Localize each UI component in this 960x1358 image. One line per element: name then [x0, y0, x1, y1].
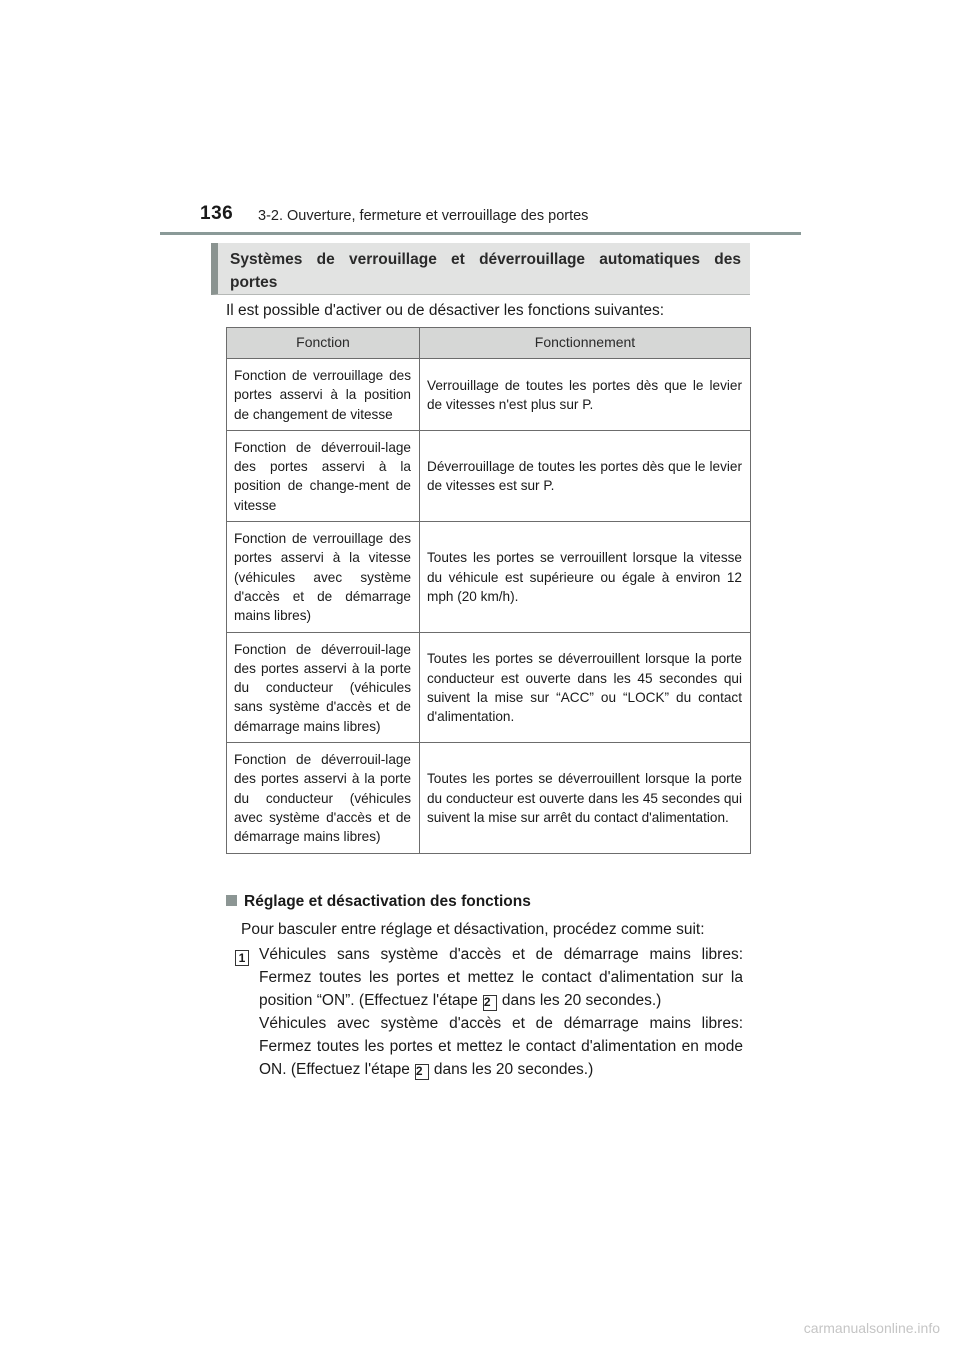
- operation-cell: Verrouillage de toutes les portes dès que le levier de vitesses n'est plus sur P.: [420, 359, 751, 431]
- chapter-heading: 3-2. Ouverture, fermeture et verrouillage des portes: [258, 208, 589, 224]
- step-ref-badge: 2: [415, 1064, 429, 1080]
- subsection-title: Réglage et désactivation des fonctions: [244, 893, 531, 910]
- column-header-operation: Fonctionnement: [420, 328, 751, 359]
- table-row: [227, 522, 751, 632]
- table-row: [227, 743, 751, 853]
- function-cell: Fonction de déverrouil-lage des portes asservi à la porte du conducteur (véhicules avec système d'accès et de démarrage mains libres): [227, 743, 420, 853]
- operation-cell: Toutes les portes se verrouillent lorsque la vitesse du véhicule est supérieure ou égale à environ 12 mph (20 km/h).: [420, 522, 751, 632]
- function-cell: Fonction de verrouillage des portes asservi à la position de changement de vitesse: [227, 359, 420, 431]
- step-text: [259, 943, 743, 1081]
- table-row: [227, 632, 751, 742]
- step-ref-badge: 2: [483, 995, 497, 1011]
- step-text-b-part2: dans les 20 secondes.): [433, 1061, 594, 1078]
- subsection-heading: [226, 893, 531, 911]
- table-row: [227, 430, 751, 521]
- functions-table: [226, 327, 751, 854]
- table-header-row: [227, 328, 751, 359]
- operation-cell: Déverrouillage de toutes les portes dès que le levier de vitesses est sur P.: [420, 430, 751, 521]
- table-row: [227, 359, 751, 431]
- column-header-function: Fonction: [227, 328, 420, 359]
- step-number-badge: 1: [235, 950, 249, 966]
- section-title-box: [211, 243, 750, 295]
- operation-cell: Toutes les portes se déverrouillent lorsque la porte conducteur est ouverte dans les 45 secondes qui suivent la mise sur “ACC” ou “LOCK” du contact d'alimentation.: [420, 632, 751, 742]
- function-cell: Fonction de déverrouil-lage des portes asservi à la position de change-ment de vitesse: [227, 430, 420, 521]
- function-cell: Fonction de verrouillage des portes asservi à la vitesse (véhicules avec système d'accès et de démarrage mains libres): [227, 522, 420, 632]
- watermark: carmanualsonline.info: [803, 1320, 940, 1336]
- step-text-a-part1: Véhicules sans système d'accès et de démarrage mains libres: Fermez toutes les portes et mettez le contact d'alimentation sur la position “ON”. (Effectuez l'étape: [259, 946, 743, 1009]
- header-rule: [160, 232, 801, 235]
- operation-cell: Toutes les portes se déverrouillent lorsque la porte du conducteur est ouverte dans les 45 secondes qui suivent la mise sur arrêt du contact d'alimentation.: [420, 743, 751, 853]
- section-title: Systèmes de verrouillage et déverrouillage automatiques des portes: [230, 251, 741, 291]
- square-bullet-icon: [226, 895, 237, 906]
- function-cell: Fonction de déverrouil-lage des portes asservi à la porte du conducteur (véhicules sans système d'accès et de démarrage mains libres): [227, 632, 420, 742]
- section-intro: Il est possible d'activer ou de désactiver les fonctions suivantes:: [226, 302, 665, 319]
- step-text-b-part1: Véhicules avec système d'accès et de démarrage mains libres: Fermez toutes les portes et mettez le contact d'alimentation en mode ON. (Effectuez l'étape: [259, 1015, 743, 1078]
- subsection-intro: Pour basculer entre réglage et désactivation, procédez comme suit:: [241, 921, 705, 938]
- step-text-a-part2: dans les 20 secondes.): [501, 992, 662, 1009]
- page-number: 136: [200, 203, 234, 224]
